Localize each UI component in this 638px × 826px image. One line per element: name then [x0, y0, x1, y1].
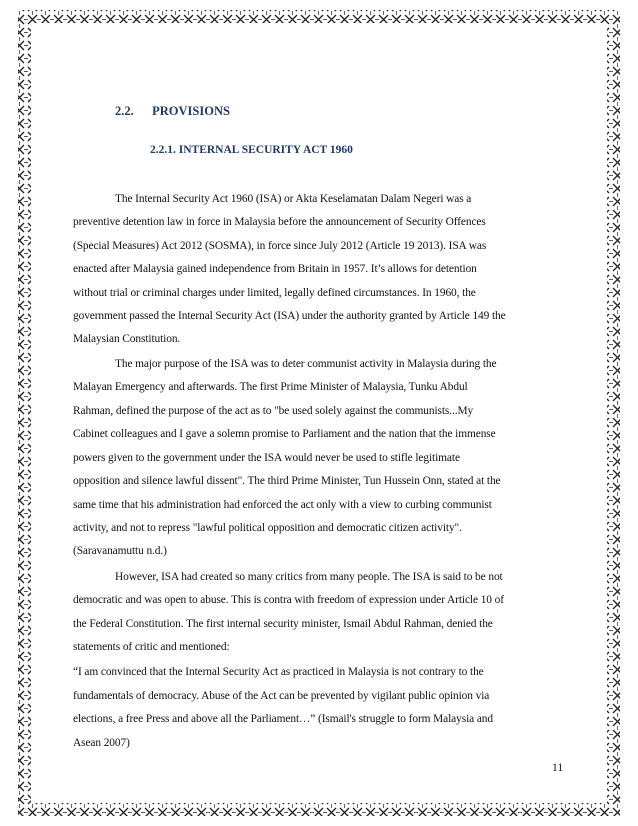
- paragraph-line: However, ISA had created so many critics from many people. The ISA is said to be not: [115, 571, 503, 583]
- paragraph-line: democratic and was open to abuse. This is contra with freedom of expression under Article 10 of: [73, 594, 504, 606]
- quote-line: “I am convinced that the Internal Security Act as practiced in Malaysia is not contrary to the: [73, 666, 484, 678]
- paragraph-line: The major purpose of the ISA was to deter communist activity in Malaysia during the: [115, 358, 497, 370]
- paragraph-line: The Internal Security Act 1960 (ISA) or Akta Keselamatan Dalam Negeri was a: [115, 193, 472, 205]
- paragraph-line: Malayan Emergency and afterwards. The first Prime Minister of Malaysia, Tunku Abdul: [73, 381, 468, 393]
- paragraph-line: enacted after Malaysia gained independence from Britain in 1957. It’s allows for detention: [73, 263, 477, 275]
- section-title: PROVISIONS: [152, 104, 230, 118]
- paragraph-line: Malaysian Constitution.: [73, 333, 181, 345]
- subsection-heading: [150, 144, 353, 156]
- subsection-title: INTERNAL SECURITY ACT 1960: [178, 144, 353, 156]
- quote-line: Asean 2007): [73, 737, 130, 749]
- paragraph-line: Cabinet colleagues and I gave a solemn promise to Parliament and the nation that the immense: [73, 428, 496, 440]
- page-number: 11: [552, 762, 564, 774]
- paragraph-line: activity, and not to repress "lawful political opposition and democratic citizen activity".: [73, 522, 462, 534]
- paragraph-line: Rahman, defined the purpose of the act as to "be used solely against the communists...My: [73, 405, 474, 417]
- paragraph-line: the Federal Constitution. The first internal security minister, Ismail Abdul Rahman, denied the: [73, 618, 493, 630]
- paragraph-line: (Special Measures) Act 2012 (SOSMA), in force since July 2012 (Article 19 2013). ISA was: [73, 240, 487, 252]
- paragraph-line: same time that his administration had enforced the act only with a view to curbing communist: [73, 499, 492, 511]
- paragraph-line: government passed the Internal Security Act (ISA) under the authority granted by Article 149 the: [73, 310, 506, 322]
- paragraph-line: preventive detention law in force in Malaysia before the announcement of Security Offences: [73, 216, 486, 228]
- paragraph-line: (Saravanamuttu n.d.): [73, 545, 167, 557]
- section-number: 2.2.: [115, 104, 134, 118]
- section-heading: [115, 104, 230, 119]
- quote-line: elections, a free Press and above all the Parliament…” (Ismail's struggle to form Malaysia and: [73, 713, 493, 725]
- paragraph-line: opposition and silence lawful dissent". The third Prime Minister, Tun Hussein Onn, stated at the: [73, 475, 501, 487]
- quote-line: fundamentals of democracy. Abuse of the Act can be prevented by vigilant public opinion via: [73, 690, 490, 702]
- paragraph-line: without trial or criminal charges under limited, legally defined circumstances. In 1960, the: [73, 287, 476, 299]
- subsection-number: 2.2.1.: [150, 144, 176, 156]
- paragraph-line: statements of critic and mentioned:: [73, 641, 230, 653]
- paragraph-line: powers given to the government under the ISA would never be used to stifle legitimate: [73, 452, 460, 464]
